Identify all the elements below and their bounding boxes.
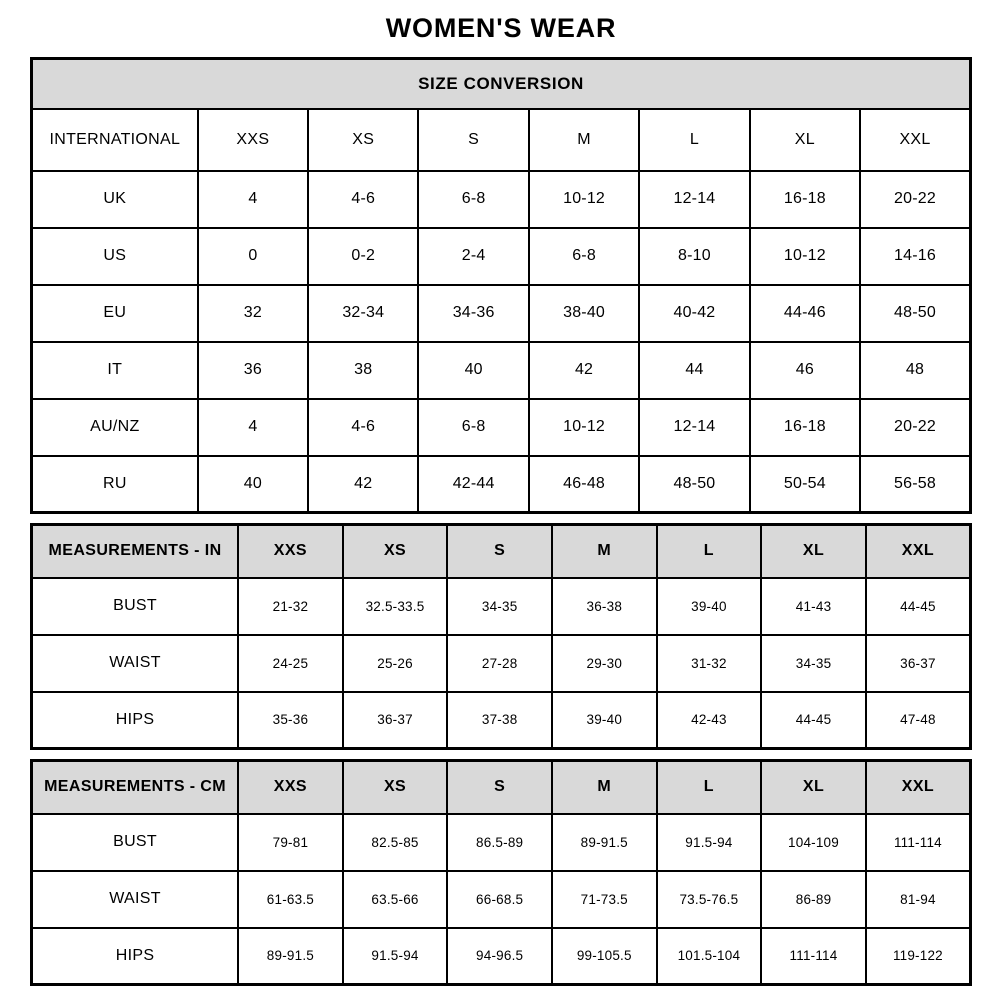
column-header-m: M [552,525,657,578]
size-conversion-banner-row [32,59,971,109]
column-header-xxs: XXS [238,761,343,814]
data-cell: 31-32 [657,635,762,692]
row-label-hips: HIPS [32,928,239,985]
table-row-uk [32,171,971,228]
column-header-xl: XL [750,109,860,171]
data-cell: 82.5-85 [343,814,448,871]
data-cell: 39-40 [657,578,762,635]
data-cell: 0 [198,228,308,285]
row-label-bust: BUST [32,814,239,871]
data-cell: 36-38 [552,578,657,635]
column-header-xxl: XXL [866,525,971,578]
column-header-xs: XS [308,109,418,171]
data-cell: 34-35 [761,635,866,692]
size-conversion-table [30,57,972,514]
data-cell: 35-36 [238,692,343,749]
column-header-s: S [447,761,552,814]
row-label-it: IT [32,342,198,399]
measurements-in-table [30,523,972,750]
data-cell: 111-114 [866,814,971,871]
data-cell: 39-40 [552,692,657,749]
column-header-s: S [418,109,528,171]
data-cell: 119-122 [866,928,971,985]
data-cell: 63.5-66 [343,871,448,928]
data-cell: 40 [418,342,528,399]
data-cell: 10-12 [529,171,639,228]
data-cell: 91.5-94 [343,928,448,985]
column-header-xl: XL [761,525,866,578]
data-cell: 37-38 [447,692,552,749]
table-row-waist [32,871,971,928]
data-cell: 48-50 [639,456,749,513]
data-cell: 44 [639,342,749,399]
data-cell: 89-91.5 [552,814,657,871]
data-cell: 0-2 [308,228,418,285]
table-row-ru [32,456,971,513]
data-cell: 73.5-76.5 [657,871,762,928]
data-cell: 32 [198,285,308,342]
data-cell: 27-28 [447,635,552,692]
data-cell: 34-36 [418,285,528,342]
data-cell: 94-96.5 [447,928,552,985]
measurements-in-corner-header: MEASUREMENTS - IN [32,525,239,578]
data-cell: 44-46 [750,285,860,342]
row-label-waist: WAIST [32,635,239,692]
data-cell: 46-48 [529,456,639,513]
measurements-in-header-row [32,525,971,578]
column-header-l: L [657,761,762,814]
measurements-cm-corner-header: MEASUREMENTS - CM [32,761,239,814]
data-cell: 56-58 [860,456,970,513]
size-conversion-banner: SIZE CONVERSION [32,59,971,109]
data-cell: 4 [198,399,308,456]
data-cell: 10-12 [529,399,639,456]
row-label-hips: HIPS [32,692,239,749]
data-cell: 99-105.5 [552,928,657,985]
data-cell: 20-22 [860,399,970,456]
data-cell: 42 [308,456,418,513]
data-cell: 36 [198,342,308,399]
data-cell: 47-48 [866,692,971,749]
data-cell: 20-22 [860,171,970,228]
data-cell: 89-91.5 [238,928,343,985]
data-cell: 104-109 [761,814,866,871]
data-cell: 6-8 [418,171,528,228]
size-conversion-header-row [32,109,971,171]
table-row-bust [32,578,971,635]
data-cell: 48 [860,342,970,399]
data-cell: 6-8 [418,399,528,456]
data-cell: 36-37 [866,635,971,692]
measurements-cm-header-row [32,761,971,814]
data-cell: 21-32 [238,578,343,635]
data-cell: 16-18 [750,399,860,456]
column-header-l: L [657,525,762,578]
data-cell: 111-114 [761,928,866,985]
column-header-xl: XL [761,761,866,814]
data-cell: 79-81 [238,814,343,871]
data-cell: 44-45 [761,692,866,749]
data-cell: 4 [198,171,308,228]
data-cell: 4-6 [308,399,418,456]
data-cell: 50-54 [750,456,860,513]
data-cell: 86-89 [761,871,866,928]
column-header-m: M [552,761,657,814]
data-cell: 4-6 [308,171,418,228]
data-cell: 16-18 [750,171,860,228]
data-cell: 29-30 [552,635,657,692]
table-row-hips [32,928,971,985]
table-row-hips [32,692,971,749]
data-cell: 48-50 [860,285,970,342]
data-cell: 12-14 [639,171,749,228]
data-cell: 42-43 [657,692,762,749]
data-cell: 32-34 [308,285,418,342]
size-conversion-corner-header: INTERNATIONAL [32,109,198,171]
row-label-au-nz: AU/NZ [32,399,198,456]
row-label-bust: BUST [32,578,239,635]
measurements-cm-table [30,759,972,986]
row-label-uk: UK [32,171,198,228]
column-header-xxl: XXL [866,761,971,814]
row-label-eu: EU [32,285,198,342]
data-cell: 46 [750,342,860,399]
data-cell: 61-63.5 [238,871,343,928]
data-cell: 40-42 [639,285,749,342]
data-cell: 42-44 [418,456,528,513]
data-cell: 14-16 [860,228,970,285]
data-cell: 10-12 [750,228,860,285]
data-cell: 91.5-94 [657,814,762,871]
data-cell: 86.5-89 [447,814,552,871]
table-row-waist [32,635,971,692]
column-header-s: S [447,525,552,578]
row-label-us: US [32,228,198,285]
column-header-l: L [639,109,749,171]
column-header-xxs: XXS [198,109,308,171]
data-cell: 38 [308,342,418,399]
tables-container [30,57,972,986]
column-header-xs: XS [343,525,448,578]
data-cell: 8-10 [639,228,749,285]
data-cell: 36-37 [343,692,448,749]
data-cell: 40 [198,456,308,513]
column-header-xxs: XXS [238,525,343,578]
data-cell: 24-25 [238,635,343,692]
data-cell: 81-94 [866,871,971,928]
data-cell: 66-68.5 [447,871,552,928]
data-cell: 12-14 [639,399,749,456]
data-cell: 38-40 [529,285,639,342]
data-cell: 2-4 [418,228,528,285]
table-row-eu [32,285,971,342]
data-cell: 71-73.5 [552,871,657,928]
data-cell: 41-43 [761,578,866,635]
data-cell: 32.5-33.5 [343,578,448,635]
row-label-ru: RU [32,456,198,513]
table-row-it [32,342,971,399]
table-row-au-nz [32,399,971,456]
table-row-us [32,228,971,285]
page-title: WOMEN'S WEAR [385,13,617,43]
table-row-bust [32,814,971,871]
column-header-xxl: XXL [860,109,970,171]
data-cell: 6-8 [529,228,639,285]
data-cell: 34-35 [447,578,552,635]
data-cell: 101.5-104 [657,928,762,985]
column-header-m: M [529,109,639,171]
data-cell: 42 [529,342,639,399]
data-cell: 25-26 [343,635,448,692]
data-cell: 44-45 [866,578,971,635]
row-label-waist: WAIST [32,871,239,928]
column-header-xs: XS [343,761,448,814]
